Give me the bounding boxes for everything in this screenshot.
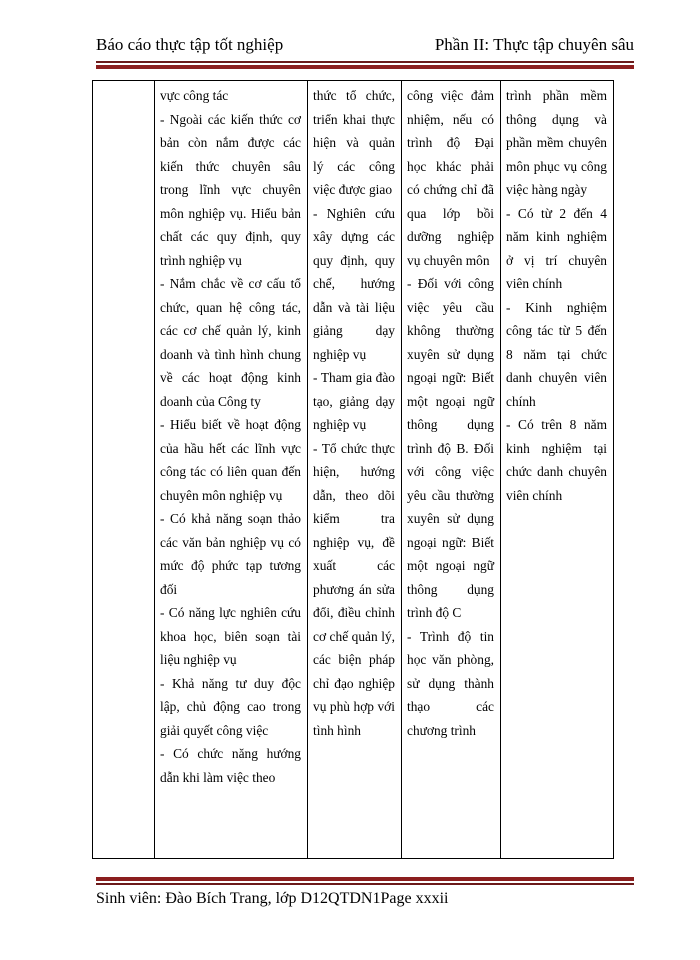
page-footer: Sinh viên: Đào Bích Trang, lớp D12QTDN1Page xxxii — [96, 890, 449, 907]
table-row — [93, 81, 614, 859]
knowledge-text: vực công tác - Ngoài các kiến thức cơ bản còn nắm được các kiến thức chuyên sâu trong lĩnh vực chuyên môn nghiệp vụ. Hiểu bản chất các quy định, quy trình nghiệp vụ - Nắm chắc về cơ cấu tổ chức, quan hệ công tác, các cơ chế quản lý, kinh doanh và tình hình chung về các hoạt động kinh doanh của Công ty - Hiểu biết về hoạt động của hầu hết các lĩnh vực công tác có liên quan đến chuyên môn nghiệp vụ - Có khả năng soạn thảo các văn bản nghiệp vụ có mức độ phức tạp tương đối - Có năng lực nghiên cứu khoa học, biên soạn tài liệu nghiệp vụ - Khả năng tư duy độc lập, chủ động cao trong giải quyết công việc - Có chức năng hướng dẫn khi làm việc theo — [160, 88, 301, 785]
header-title: Báo cáo thực tập tốt nghiệp — [96, 35, 284, 54]
experience-text: trình phần mềm thông dụng và phần mềm chuyên môn phục vụ công việc hàng ngày - Có từ 2 đến 4 năm kinh nghiệm ở vị trí chuyên viên chính - Kinh nghiệm công tác từ 5 đến 8 năm tại chức danh chuyên viên chính - Có trên 8 năm kinh nghiệm tại chức danh chuyên viên chính — [506, 88, 607, 503]
footer-rule-thin — [96, 883, 634, 885]
table-cell-duties — [308, 81, 402, 859]
header-section: Phần II: Thực tập chuyên sâu — [434, 35, 634, 54]
job-requirements-table — [92, 80, 614, 859]
header-rule-thick — [96, 65, 634, 69]
table-cell-position — [93, 81, 155, 859]
table-cell-experience — [501, 81, 614, 859]
duties-text: thức tổ chức, triển khai thực hiện và quản lý các công việc được giao - Nghiên cứu xây dựng các quy định, quy chế, hướng dẫn và tài liệu giảng dạy nghiệp vụ - Tham gia đào tạo, giảng dạy nghiệp vụ - Tổ chức thực hiện, hướng dẫn, theo dõi kiểm tra nghiệp vụ, đề xuất các phương án sửa đổi, điều chỉnh cơ chế quản lý, các biện pháp chỉ đạo nghiệp vụ phù hợp với tình hình — [313, 88, 395, 738]
table-cell-knowledge — [155, 81, 308, 859]
header-rule-thin — [96, 61, 634, 63]
table-cell-qualifications — [402, 81, 501, 859]
footer-rule-thick — [96, 877, 634, 881]
qualifications-text: công việc đảm nhiệm, nếu có trình độ Đại học khác phải có chứng chỉ đã qua lớp bồi dưỡng nghiệp vụ chuyên môn - Đối với công việc yêu cầu không thường xuyên sử dụng ngoại ngữ: Biết một ngoại ngữ thông dụng trình độ B. Đối với công việc yêu cầu thường xuyên sử dụng ngoại ngữ: Biết một ngoại ngữ thông dụng trình độ C - Trình độ tin học văn phòng, sử dụng thành thạo các chương trình — [407, 88, 494, 738]
